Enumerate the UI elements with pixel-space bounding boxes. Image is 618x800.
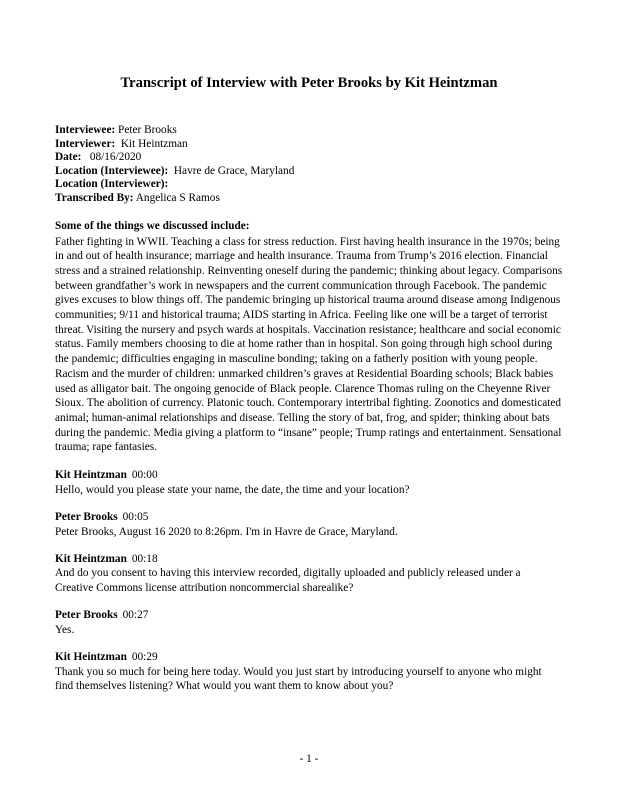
turn-text: Yes.	[55, 623, 75, 636]
turn-text: Hello, would you please state your name, the date, the time and your location?	[55, 483, 410, 496]
meta-label: Interviewee:	[55, 124, 116, 136]
meta-interviewer	[55, 138, 575, 152]
meta-label: Date:	[55, 151, 82, 163]
meta-interviewee	[55, 124, 575, 138]
meta-label: Location (Interviewee):	[55, 164, 169, 177]
topics-summary: Father fighting in WWII. Teaching a class for stress reduction. First having health insurance in the 1970s; being in and out of health insurance; marriage and health insurance. Trauma from Trump’s 2016 election. Financial stress and a strained relationship. Reinventing oneself during the pandemic; thinking about legacy. Comparisons between grandfather’s work in newspapers and the current communication through Facebook. The pandemic gives excuses to blow things off. The pandemic bringing up historical trauma around disease among Indigenous communities; 9/11 and historical trauma; AIDS starting in Africa. Feeling like one will be a target of terrorist threat. Visiting the nursery and psych wards at hospitals. Vaccination resistance; healthcare and social economic status. Family members choosing to die at home rather than in hospital. Son going through high school during the pandemic; difficulties engaging in masculine bonding; taking on a fatherly position with young people. Racism and the murder of children: unmarked children’s graves at Residential Boarding schools; Black babies used as alligator bait. The ongoing genocide of Black people. Clarence Thomas ruling on the Cheyenne River Sioux. The abolition of currency. Platonic touch. Contemporary intertribal fighting. Zoonotics and domesticated animal; human-animal relationships and disease. Telling the story of bat, frog, and spider; thinking about bats during the pandemic. Media giving a platform to “insane” people; Trump ratings and entertainment. Sensational trauma; rape fantasies.	[55, 235, 563, 454]
meta-value: Havre de Grace, Maryland	[168, 164, 295, 177]
transcript-turn	[55, 468, 560, 497]
timestamp: 00:29	[131, 650, 158, 663]
speaker-name: Peter Brooks	[55, 510, 118, 523]
turn-header	[55, 468, 560, 483]
turn-text: Peter Brooks, August 16 2020 to 8:26pm. I'm in Havre de Grace, Maryland.	[55, 525, 398, 538]
transcript-turn	[55, 608, 560, 637]
timestamp: 00:05	[122, 510, 149, 523]
transcript-body	[55, 468, 560, 706]
topics-heading: Some of the things we discussed include:	[55, 220, 250, 232]
meta-label: Interviewer:	[55, 137, 116, 150]
meta-location-interviewee	[55, 165, 575, 179]
timestamp: 00:18	[131, 552, 158, 565]
timestamp: 00:27	[122, 609, 149, 622]
turn-header	[55, 608, 560, 623]
topics-section	[55, 219, 565, 455]
meta-value: Kit Heintzman	[115, 137, 188, 150]
meta-value: 08/16/2020	[81, 151, 142, 163]
speaker-name: Kit Heintzman	[55, 552, 127, 565]
turn-header	[55, 510, 560, 525]
speaker-name: Kit Heintzman	[55, 469, 127, 481]
turn-header	[55, 650, 560, 665]
meta-label: Transcribed By:	[55, 191, 134, 204]
turn-header	[55, 552, 560, 567]
interview-metadata	[55, 124, 575, 205]
meta-transcribed-by	[55, 192, 575, 206]
turn-text: Thank you so much for being here today. Would you just start by introducing yourself to anyone who might find themselves listening? What would you want them to know about you?	[55, 665, 542, 693]
meta-location-interviewer	[55, 178, 575, 192]
document-title: Transcript of Interview with Peter Brooks by Kit Heintzman	[120, 75, 498, 91]
turn-text: And do you consent to having this interview recorded, digitally uploaded and publicly released under a Creative Commons license attribution noncommercial sharealike?	[55, 567, 521, 594]
speaker-name: Kit Heintzman	[55, 650, 127, 663]
meta-date	[55, 151, 575, 165]
transcript-turn	[55, 510, 560, 539]
meta-label: Location (Interviewer):	[55, 178, 169, 190]
transcript-turn	[55, 552, 560, 596]
transcript-turn	[55, 650, 560, 694]
meta-value: Angelica S Ramos	[133, 191, 220, 204]
meta-value: Peter Brooks	[115, 124, 177, 136]
page-number: - 1 -	[299, 753, 319, 765]
speaker-name: Peter Brooks	[55, 609, 118, 622]
timestamp: 00:00	[131, 469, 158, 481]
